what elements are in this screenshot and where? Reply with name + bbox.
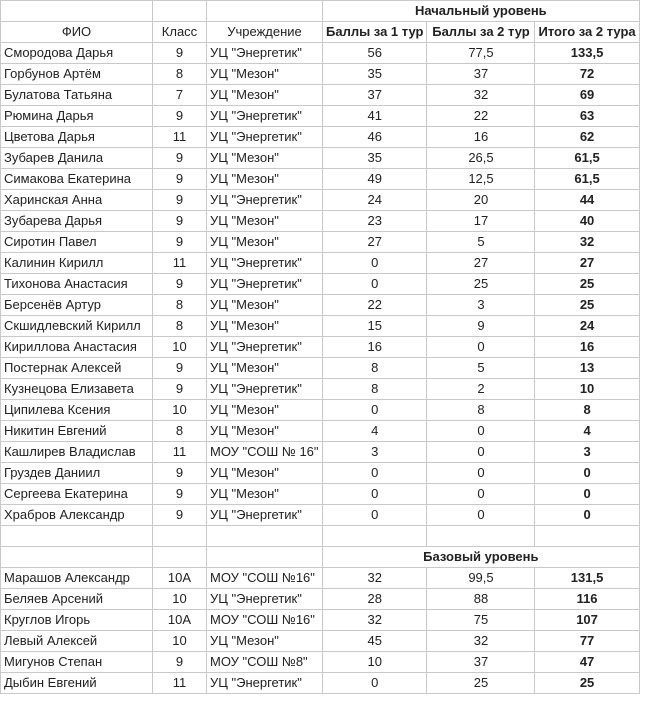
round2-score: 22	[427, 106, 535, 127]
round1-score: 32	[323, 610, 427, 631]
student-name: Зубарева Дарья	[1, 211, 153, 232]
round1-score: 15	[323, 316, 427, 337]
header-row	[1, 22, 640, 43]
total-score: 13	[535, 358, 639, 379]
total-score: 77	[535, 631, 639, 652]
table-row	[1, 505, 640, 526]
table-row	[1, 463, 640, 484]
student-name: Горбунов Артём	[1, 64, 153, 85]
round2-score: 20	[427, 190, 535, 211]
round2-score: 0	[427, 463, 535, 484]
table-row	[1, 211, 640, 232]
round2-score: 0	[427, 442, 535, 463]
total-score: 24	[535, 316, 639, 337]
total-score: 131,5	[535, 568, 639, 589]
round1-score: 0	[323, 463, 427, 484]
student-school: УЦ "Мезон"	[207, 295, 323, 316]
total-score: 27	[535, 253, 639, 274]
student-school: УЦ "Мезон"	[207, 316, 323, 337]
student-school: УЦ "Энергетик"	[207, 379, 323, 400]
student-school: УЦ "Мезон"	[207, 400, 323, 421]
student-school: МОУ "СОШ № 16"	[207, 442, 323, 463]
student-school: УЦ "Энергетик"	[207, 589, 323, 610]
table-row	[1, 190, 640, 211]
empty-cell	[1, 547, 153, 568]
round1-score: 0	[323, 673, 427, 694]
table-row	[1, 232, 640, 253]
total-score: 0	[535, 463, 639, 484]
student-class: 10	[153, 400, 207, 421]
student-class: 10	[153, 631, 207, 652]
student-school: УЦ "Энергетик"	[207, 106, 323, 127]
student-name: Постернак Алексей	[1, 358, 153, 379]
round1-score: 27	[323, 232, 427, 253]
header-round1: Баллы за 1 тур	[323, 22, 427, 43]
round1-score: 0	[323, 505, 427, 526]
total-score: 61,5	[535, 169, 639, 190]
student-name: Левый Алексей	[1, 631, 153, 652]
round1-score: 10	[323, 652, 427, 673]
table-row	[1, 148, 640, 169]
student-school: УЦ "Мезон"	[207, 463, 323, 484]
total-score: 25	[535, 673, 639, 694]
table-row	[1, 442, 640, 463]
total-score: 63	[535, 106, 639, 127]
header-round2: Баллы за 2 тур	[427, 22, 535, 43]
round2-score: 0	[427, 421, 535, 442]
student-school: УЦ "Мезон"	[207, 85, 323, 106]
empty-cell	[1, 526, 153, 547]
table-row	[1, 337, 640, 358]
round1-score: 46	[323, 127, 427, 148]
student-class: 11	[153, 442, 207, 463]
student-name: Калинин Кирилл	[1, 253, 153, 274]
student-school: УЦ "Мезон"	[207, 169, 323, 190]
table-row	[1, 589, 640, 610]
total-score: 62	[535, 127, 639, 148]
level2-title: Базовый уровень	[323, 547, 640, 568]
student-name: Смородова Дарья	[1, 43, 153, 64]
table-row	[1, 484, 640, 505]
total-score: 16	[535, 337, 639, 358]
student-name: Берсенёв Артур	[1, 295, 153, 316]
student-class: 8	[153, 421, 207, 442]
total-score: 8	[535, 400, 639, 421]
round2-score: 0	[427, 505, 535, 526]
student-class: 9	[153, 484, 207, 505]
total-score: 61,5	[535, 148, 639, 169]
student-school: УЦ "Мезон"	[207, 148, 323, 169]
round2-score: 16	[427, 127, 535, 148]
student-name: Тихонова Анастасия	[1, 274, 153, 295]
student-name: Мигунов Степан	[1, 652, 153, 673]
round1-score: 0	[323, 400, 427, 421]
empty-cell	[153, 526, 207, 547]
round1-score: 41	[323, 106, 427, 127]
student-class: 10	[153, 337, 207, 358]
student-class: 9	[153, 652, 207, 673]
student-school: УЦ "Энергетик"	[207, 253, 323, 274]
empty-cell	[323, 526, 427, 547]
table-row	[1, 358, 640, 379]
total-score: 3	[535, 442, 639, 463]
table-row	[1, 631, 640, 652]
header-class: Класс	[153, 22, 207, 43]
student-name: Груздев Даниил	[1, 463, 153, 484]
round1-score: 32	[323, 568, 427, 589]
student-school: УЦ "Энергетик"	[207, 127, 323, 148]
round1-score: 8	[323, 379, 427, 400]
round1-score: 8	[323, 358, 427, 379]
round1-score: 28	[323, 589, 427, 610]
student-class: 9	[153, 358, 207, 379]
header-name: ФИО	[1, 22, 153, 43]
level1-title-row	[1, 1, 640, 22]
total-score: 44	[535, 190, 639, 211]
student-name: Кашлирев Владислав	[1, 442, 153, 463]
total-score: 0	[535, 505, 639, 526]
student-school: УЦ "Мезон"	[207, 484, 323, 505]
student-class: 11	[153, 127, 207, 148]
student-class: 8	[153, 64, 207, 85]
student-name: Цветова Дарья	[1, 127, 153, 148]
student-school: МОУ "СОШ №16"	[207, 568, 323, 589]
student-class: 10	[153, 589, 207, 610]
round2-score: 3	[427, 295, 535, 316]
empty-cell	[535, 526, 639, 547]
round2-score: 99,5	[427, 568, 535, 589]
total-score: 133,5	[535, 43, 639, 64]
total-score: 10	[535, 379, 639, 400]
student-name: Скшидлевский Кирилл	[1, 316, 153, 337]
student-class: 8	[153, 316, 207, 337]
student-name: Сергеева Екатерина	[1, 484, 153, 505]
round1-score: 49	[323, 169, 427, 190]
total-score: 107	[535, 610, 639, 631]
table-row	[1, 421, 640, 442]
empty-cell	[427, 526, 535, 547]
table-row	[1, 85, 640, 106]
total-score: 40	[535, 211, 639, 232]
table-row	[1, 274, 640, 295]
student-school: УЦ "Энергетик"	[207, 190, 323, 211]
level2-title-row	[1, 547, 640, 568]
student-school: УЦ "Мезон"	[207, 358, 323, 379]
student-class: 9	[153, 505, 207, 526]
round2-score: 8	[427, 400, 535, 421]
student-class: 9	[153, 148, 207, 169]
header-school: Учреждение	[207, 22, 323, 43]
student-class: 11	[153, 673, 207, 694]
table-row	[1, 652, 640, 673]
round2-score: 5	[427, 358, 535, 379]
round1-score: 0	[323, 253, 427, 274]
round2-score: 26,5	[427, 148, 535, 169]
student-name: Симакова Екатерина	[1, 169, 153, 190]
round2-score: 25	[427, 274, 535, 295]
table-row	[1, 106, 640, 127]
student-school: УЦ "Энергетик"	[207, 673, 323, 694]
student-name: Кузнецова Елизавета	[1, 379, 153, 400]
round1-score: 35	[323, 148, 427, 169]
student-name: Кириллова Анастасия	[1, 337, 153, 358]
round2-score: 37	[427, 652, 535, 673]
round2-score: 27	[427, 253, 535, 274]
student-class: 8	[153, 295, 207, 316]
separator-row	[1, 526, 640, 547]
round1-score: 37	[323, 85, 427, 106]
student-class: 9	[153, 43, 207, 64]
round1-score: 45	[323, 631, 427, 652]
student-school: УЦ "Мезон"	[207, 631, 323, 652]
student-class: 9	[153, 274, 207, 295]
table-row	[1, 127, 640, 148]
table-row	[1, 379, 640, 400]
student-class: 9	[153, 463, 207, 484]
student-school: УЦ "Энергетик"	[207, 43, 323, 64]
student-school: МОУ "СОШ №16"	[207, 610, 323, 631]
total-score: 72	[535, 64, 639, 85]
empty-cell	[207, 547, 323, 568]
round2-score: 88	[427, 589, 535, 610]
total-score: 69	[535, 85, 639, 106]
total-score: 47	[535, 652, 639, 673]
student-name: Марашов Александр	[1, 568, 153, 589]
student-name: Харинская Анна	[1, 190, 153, 211]
table-row	[1, 316, 640, 337]
student-name: Ципилева Ксения	[1, 400, 153, 421]
student-class: 9	[153, 190, 207, 211]
round2-score: 25	[427, 673, 535, 694]
student-school: УЦ "Мезон"	[207, 232, 323, 253]
student-name: Зубарев Данила	[1, 148, 153, 169]
student-class: 10А	[153, 610, 207, 631]
round2-score: 32	[427, 631, 535, 652]
round2-score: 9	[427, 316, 535, 337]
table-row	[1, 64, 640, 85]
level1-title: Начальный уровень	[323, 1, 640, 22]
round2-score: 77,5	[427, 43, 535, 64]
total-score: 0	[535, 484, 639, 505]
round1-score: 23	[323, 211, 427, 232]
round1-score: 35	[323, 64, 427, 85]
table-row	[1, 568, 640, 589]
round2-score: 75	[427, 610, 535, 631]
student-class: 9	[153, 169, 207, 190]
student-school: УЦ "Энергетик"	[207, 274, 323, 295]
student-class: 9	[153, 211, 207, 232]
table-row	[1, 169, 640, 190]
table-row	[1, 400, 640, 421]
table-row	[1, 43, 640, 64]
round2-score: 0	[427, 484, 535, 505]
round2-score: 5	[427, 232, 535, 253]
total-score: 32	[535, 232, 639, 253]
round1-score: 24	[323, 190, 427, 211]
student-name: Никитин Евгений	[1, 421, 153, 442]
total-score: 25	[535, 295, 639, 316]
student-class: 10А	[153, 568, 207, 589]
empty-cell	[207, 526, 323, 547]
round1-score: 3	[323, 442, 427, 463]
round2-score: 32	[427, 85, 535, 106]
round1-score: 4	[323, 421, 427, 442]
student-school: УЦ "Энергетик"	[207, 337, 323, 358]
student-name: Храбров Александр	[1, 505, 153, 526]
student-school: УЦ "Мезон"	[207, 421, 323, 442]
round1-score: 0	[323, 484, 427, 505]
results-table-body	[1, 1, 640, 694]
student-name: Рюмина Дарья	[1, 106, 153, 127]
table-row	[1, 673, 640, 694]
student-name: Булатова Татьяна	[1, 85, 153, 106]
header-total: Итого за 2 тура	[535, 22, 639, 43]
student-school: УЦ "Мезон"	[207, 64, 323, 85]
round2-score: 37	[427, 64, 535, 85]
round2-score: 17	[427, 211, 535, 232]
round1-score: 16	[323, 337, 427, 358]
round2-score: 2	[427, 379, 535, 400]
table-row	[1, 253, 640, 274]
empty-cell	[153, 547, 207, 568]
total-score: 25	[535, 274, 639, 295]
round2-score: 12,5	[427, 169, 535, 190]
table-row	[1, 610, 640, 631]
student-class: 9	[153, 379, 207, 400]
round1-score: 0	[323, 274, 427, 295]
student-school: УЦ "Мезон"	[207, 211, 323, 232]
student-school: УЦ "Энергетик"	[207, 505, 323, 526]
student-school: МОУ "СОШ №8"	[207, 652, 323, 673]
round2-score: 0	[427, 337, 535, 358]
total-score: 116	[535, 589, 639, 610]
round1-score: 56	[323, 43, 427, 64]
table-row	[1, 295, 640, 316]
student-class: 7	[153, 85, 207, 106]
total-score: 4	[535, 421, 639, 442]
student-class: 11	[153, 253, 207, 274]
student-name: Сиротин Павел	[1, 232, 153, 253]
student-class: 9	[153, 232, 207, 253]
student-class: 9	[153, 106, 207, 127]
student-name: Круглов Игорь	[1, 610, 153, 631]
student-name: Беляев Арсений	[1, 589, 153, 610]
student-name: Дыбин Евгений	[1, 673, 153, 694]
round1-score: 22	[323, 295, 427, 316]
